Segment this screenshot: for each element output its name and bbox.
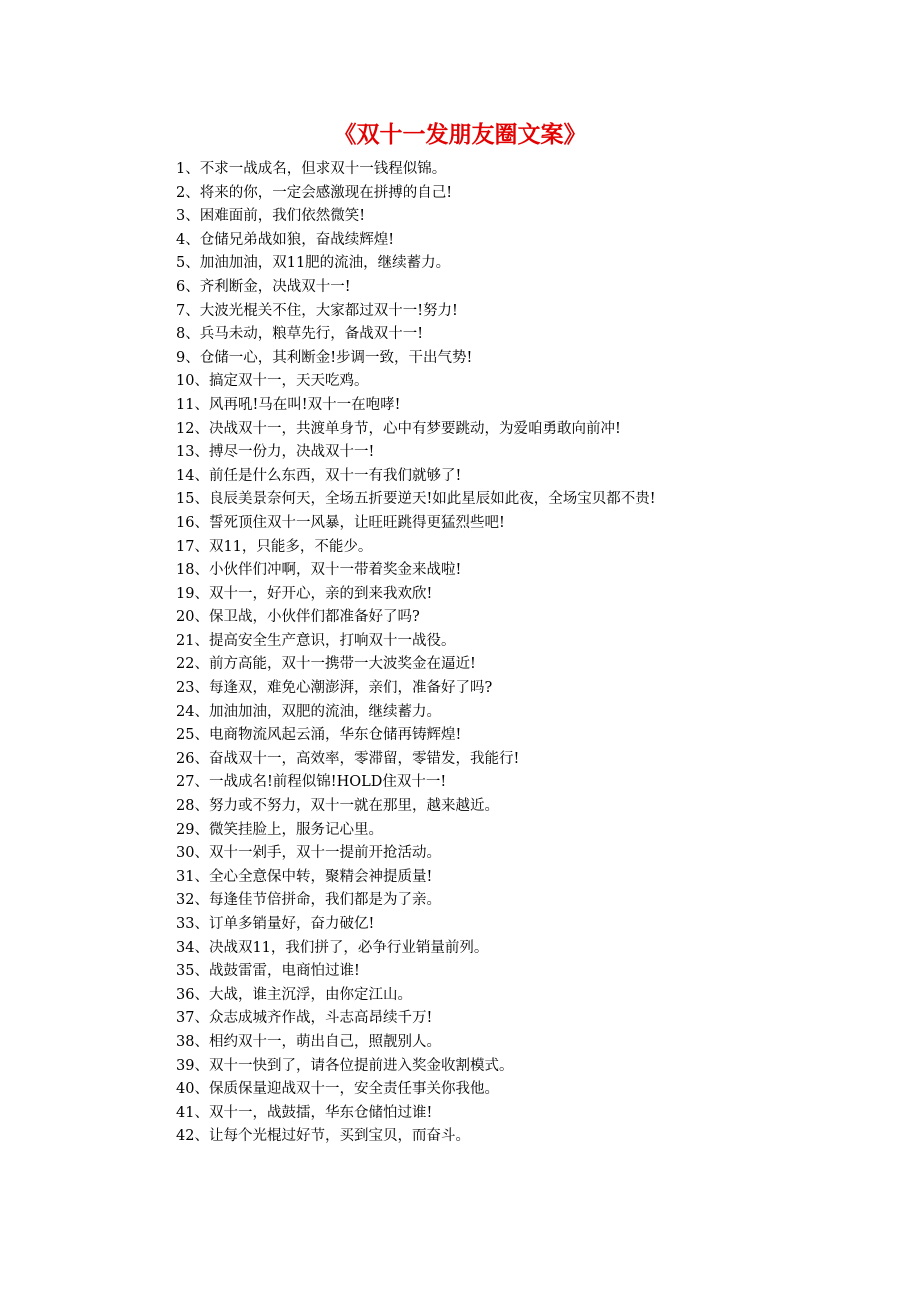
slogan-item: 29、微笑挂脸上，服务记心里。 [176,821,383,838]
slogan-item: 17、双11，只能多，不能少。 [176,538,373,555]
slogan-item: 35、战鼓雷雷，电商怕过谁! [176,963,360,980]
slogan-item: 40、保质保量迎战双十一，安全责任事关你我他。 [176,1081,499,1098]
slogan-item: 4、仓储兄弟战如狼，奋战续辉煌! [176,231,395,248]
slogan-item: 41、双十一，战鼓擂，华东仓储怕过谁! [176,1104,433,1121]
slogan-item: 24、加油加油，双肥的流油，继续蓄力。 [176,703,441,720]
slogan-item: 25、电商物流风起云涌，华东仓储再铸辉煌! [176,727,462,744]
slogan-item: 5、加油加油，双11肥的流油，继续蓄力。 [176,255,451,272]
slogan-item: 7、大波光棍关不住，大家都过双十一!努力! [176,302,458,319]
slogan-item: 42、让每个光棍过好节，买到宝贝，而奋斗。 [176,1128,470,1145]
slogan-list [176,158,896,1149]
slogan-item: 10、搞定双十一，天天吃鸡。 [176,373,369,390]
slogan-item: 39、双十一快到了，请各位提前进入奖金收割模式。 [176,1057,514,1074]
slogan-item: 1、不求一战成名，但求双十一钱程似锦。 [176,161,447,177]
slogan-item: 27、一战成名!前程似锦!HOLD住双十一! [176,774,447,791]
slogan-item: 20、保卫战，小伙伴们都准备好了吗? [176,609,420,626]
document-title: 《双十一发朋友圈文案》 [333,121,587,148]
slogan-item: 6、齐利断金，决战双十一! [176,278,351,295]
slogan-item: 26、奋战双十一，高效率，零滞留，零错发，我能行! [176,750,520,767]
slogan-item: 2、将来的你，一定会感激现在拼搏的自己! [176,184,453,201]
slogan-item: 21、提高安全生产意识，打响双十一战役。 [176,632,456,649]
slogan-item: 15、良辰美景奈何天，全场五折要逆天!如此星辰如此夜，全场宝贝都不贵! [176,491,656,508]
slogan-item: 38、相约双十一，萌出自己，照靓别人。 [176,1033,441,1050]
slogan-item: 16、誓死顶住双十一风暴，让旺旺跳得更猛烈些吧! [176,514,505,531]
slogan-item: 9、仓储一心，其利断金!步调一致，干出气势! [176,349,473,366]
slogan-item: 37、众志成城齐作战，斗志高昂续千万! [176,1010,433,1027]
slogan-item: 34、决战双11，我们拼了，必争行业销量前列。 [176,939,489,956]
slogan-item: 28、努力或不努力，双十一就在那里，越来越近。 [176,798,499,815]
slogan-item: 8、兵马未动，粮草先行，备战双十一! [176,326,424,343]
slogan-item: 3、困难面前，我们依然微笑! [176,208,366,225]
slogan-item: 23、每逢双，难免心潮澎湃，亲们，准备好了吗? [176,680,493,697]
slogan-item: 19、双十一，好开心，亲的到来我欢欣! [176,585,433,602]
slogan-item: 12、决战双十一，共渡单身节，心中有梦要跳动，为爱咱勇敢向前冲! [176,420,621,437]
slogan-item: 14、前任是什么东西，双十一有我们就够了! [176,467,462,484]
slogan-item: 32、每逢佳节倍拼命，我们都是为了亲。 [176,892,441,909]
slogan-item: 18、小伙伴们冲啊，双十一带着奖金来战啦! [176,562,462,579]
slogan-item: 13、搏尽一份力，决战双十一! [176,444,375,461]
slogan-item: 11、风再吼!马在叫!双十一在咆哮! [176,396,401,413]
slogan-item: 30、双十一剁手，双十一提前开抢活动。 [176,845,441,862]
slogan-item: 33、订单多销量好，奋力破亿! [176,916,375,932]
slogan-item: 36、大战，谁主沉浮，由你定江山。 [176,986,412,1003]
slogan-item: 22、前方高能，双十一携带一大波奖金在逼近! [176,656,476,673]
slogan-item: 31、全心全意保中转，聚精会神提质量! [176,868,433,885]
